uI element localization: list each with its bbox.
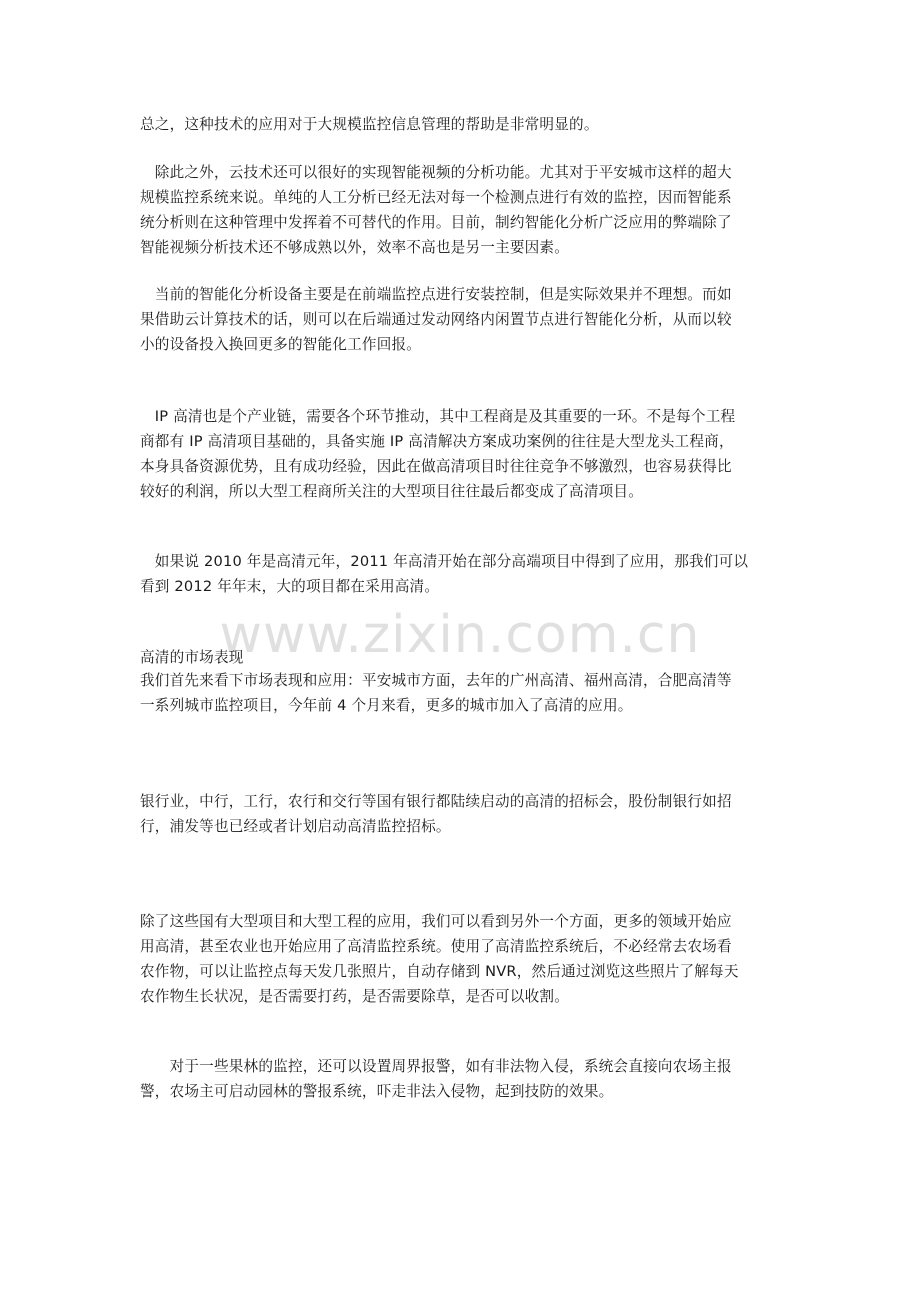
text-line: 本身具备资源优势，且有成功经验，因此在做高清项目时往往竞争不够激烈，也容易获得比 [140, 458, 732, 475]
text-line: 小的设备投入换回更多的智能化工作回报。 [140, 336, 422, 353]
text-line: 果借助云计算技术的话，则可以在后端通过发动网络内闲置节点进行智能化分析，从而以较 [140, 311, 732, 328]
section-heading: 高清的市场表现 [140, 649, 244, 666]
text-line: 银行业，中行，工行，农行和交行等国有银行都陆续启动的高清的招标会，股份制银行如招 [140, 793, 732, 810]
text-line: 当前的智能化分析设备主要是在前端监控点进行安装控制，但是实际效果并不理想。而如 [140, 286, 732, 303]
text-line: 对于一些果林的监控，还可以设置周界报警，如有非法物入侵，系统会直接向农场主报 [140, 1058, 732, 1075]
watermark: www.zixin.com.cn [219, 605, 701, 665]
text-line: 看到 2012 年年末，大的项目都在采用高清。 [140, 578, 440, 595]
text-line: 智能视频分析技术还不够成熟以外，效率不高也是另一主要因素。 [140, 239, 570, 256]
text-line: 除了这些国有大型项目和大型工程的应用，我们可以看到另外一个方面，更多的领域开始应 [140, 913, 732, 930]
text-line: 农作物生长状况，是否需要打药，是否需要除草，是否可以收割。 [140, 988, 570, 1005]
text-line: 农作物，可以让监控点每天发几张照片，自动存储到 NVR，然后通过浏览这些照片了解每天 [140, 963, 739, 980]
text-line: IP 高清也是个产业链，需要各个环节推动，其中工程商是及其重要的一环。不是每个工程 [140, 408, 736, 425]
text-line: 较好的利润，所以大型工程商所关注的大型项目往往最后都变成了高清项目。 [140, 483, 643, 500]
text-line: 总之，这种技术的应用对于大规模监控信息管理的帮助是非常明显的。 [140, 116, 599, 133]
text-line: 用高清，甚至农业也开始应用了高清监控系统。使用了高清监控系统后，不必经常去农场看 [140, 938, 732, 955]
text-line: 规模监控系统来说。单纯的人工分析已经无法对每一个检测点进行有效的监控，因而智能系 [140, 189, 732, 206]
text-line: 商都有 IP 高清项目基础的，具备实施 IP 高清解决方案成功案例的往往是大型龙头工程商， [140, 433, 734, 450]
text-line: 警，农场主可启动园林的警报系统，吓走非法入侵物，起到技防的效果。 [140, 1083, 614, 1100]
text-line: 一系列城市监控项目，今年前 4 个月来看，更多的城市加入了高清的应用。 [140, 697, 633, 714]
text-line: 统分析则在这种管理中发挥着不可替代的作用。目前，制约智能化分析广泛应用的弊端除了 [140, 214, 732, 231]
text-line: 我们首先来看下市场表现和应用：平安城市方面，去年的广州高清、福州高清，合肥高清等 [140, 672, 732, 689]
text-line: 行，浦发等也已经或者计划启动高清监控招标。 [140, 818, 451, 835]
text-line: 如果说 2010 年是高清元年，2011 年高清开始在部分高端项目中得到了应用，那我们可以 [140, 553, 749, 570]
text-line: 除此之外，云技术还可以很好的实现智能视频的分析功能。尤其对于平安城市这样的超大 [140, 164, 732, 181]
